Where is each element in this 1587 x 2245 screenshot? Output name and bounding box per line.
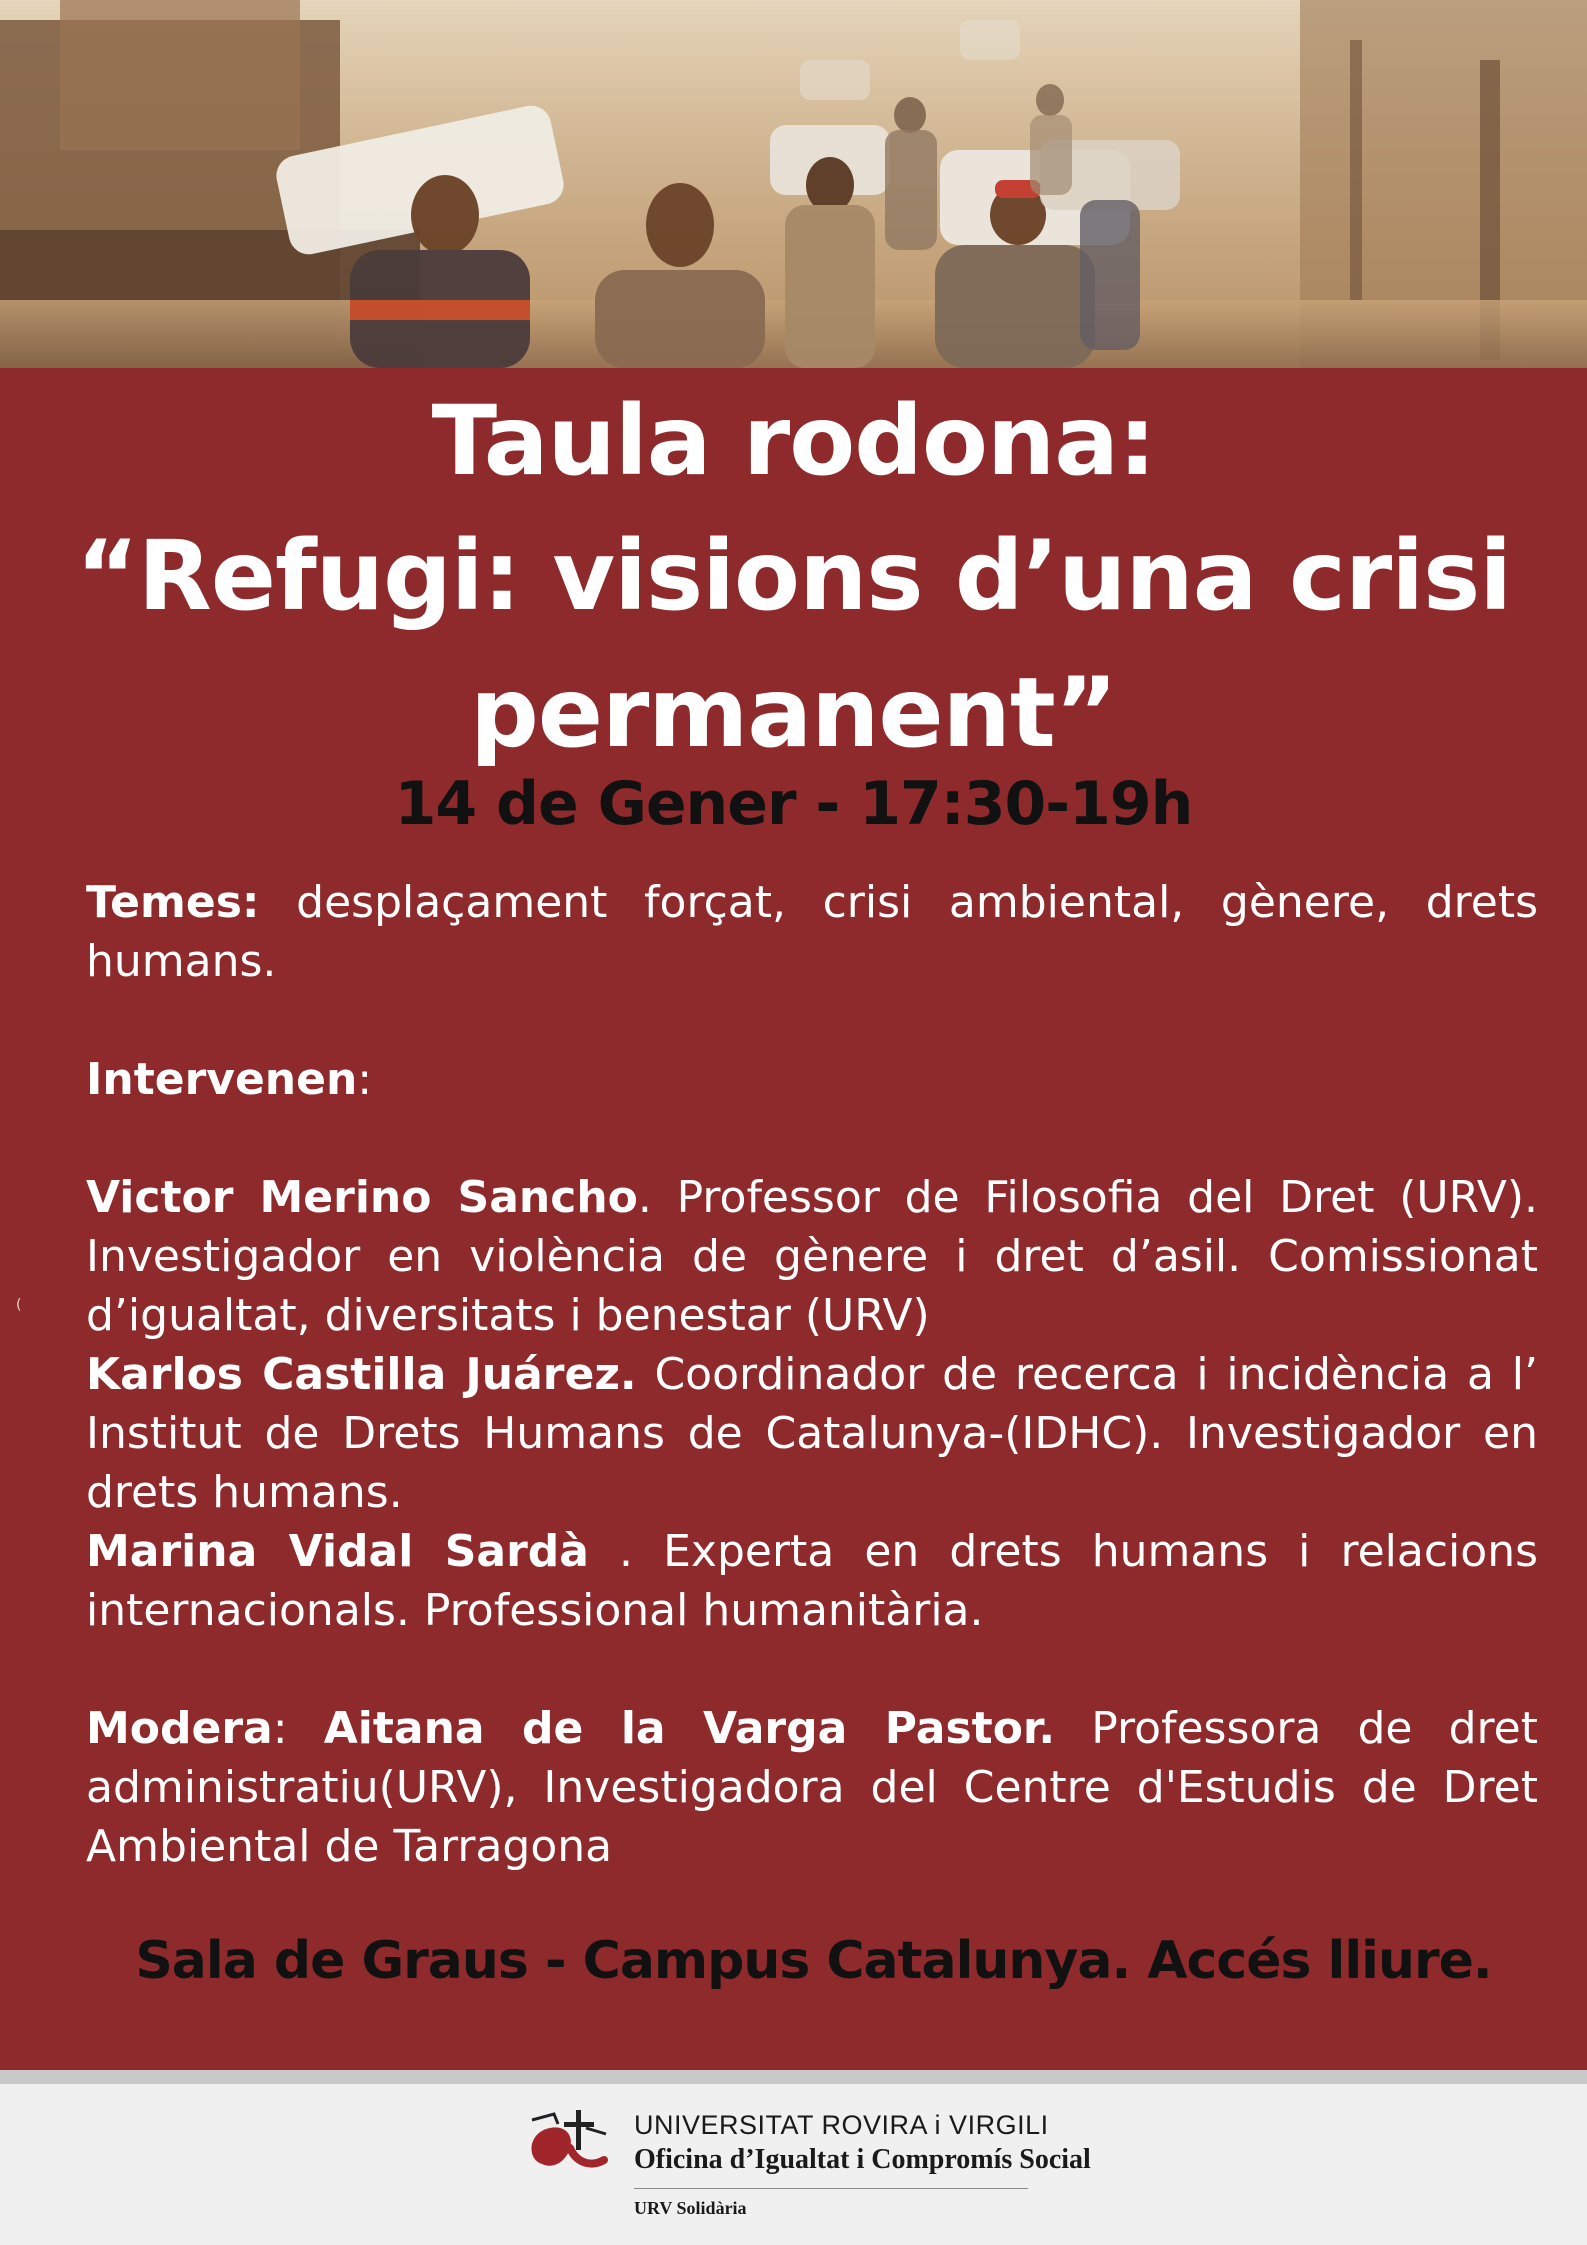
venue-info: Sala de Graus - Campus Catalunya. Accés lliure. <box>135 1931 1492 1991</box>
moderator-paragraph <box>86 1699 1538 1876</box>
office-name: Oficina d’Igualtat i Compromís Social <box>634 2144 1091 2175</box>
speaker-3-bio: . Experta en drets humans i relacions internacionals. Professional humanitària. <box>86 1526 1539 1636</box>
footer-divider <box>634 2188 1028 2189</box>
speaker-1-name: Victor Merino Sancho <box>86 1172 638 1223</box>
title-line-3: permanent” <box>470 657 1117 769</box>
university-name: UNIVERSITAT ROVIRA i VIRGILI <box>634 2110 1049 2140</box>
speakers-heading <box>86 1050 1538 1109</box>
speakers-colon: : <box>357 1054 373 1105</box>
urv-logo-icon <box>524 2104 624 2184</box>
speaker-3 <box>86 1522 1538 1640</box>
speaker-1-bio: . Professor de Filosofia del Dret (URV). Investigador en violència de gènere i dret d’asil. Comissionat d’igualtat, diversitats i benestar (URV) <box>86 1172 1538 1341</box>
speaker-1 <box>86 1168 1538 1345</box>
speaker-3-name: Marina Vidal Sardà <box>86 1526 589 1577</box>
title-line-2: “Refugi: visions d’una crisi <box>75 520 1512 632</box>
footer <box>0 2070 1587 2245</box>
refugees-photo-icon <box>0 0 1587 368</box>
moderator-name: Aitana de la Varga Pastor. <box>323 1703 1056 1754</box>
unit-name: URV Solidària <box>634 2198 747 2218</box>
themes-text: desplaçament forçat, crisi ambiental, gènere, drets humans. <box>86 877 1538 987</box>
speaker-2-name: Karlos Castilla Juárez. <box>86 1349 637 1400</box>
event-date: 14 de Gener - 17:30-19h <box>394 769 1193 839</box>
speaker-2 <box>86 1345 1538 1522</box>
hero-photo <box>0 0 1587 368</box>
moderator-bio: Professora de dret administratiu(URV), Investigadora del Centre d'Estudis de Dret Ambiental de Tarragona <box>86 1703 1538 1872</box>
moderator-label: Modera <box>86 1703 273 1754</box>
themes-label: Temes: <box>86 877 260 928</box>
speaker-2-bio: Coordinador de recerca i incidència a l’ Institut de Drets Humans de Catalunya-(IDHC). Investigador en drets humans. <box>86 1349 1538 1518</box>
themes-paragraph <box>86 873 1538 991</box>
moderator-colon: : <box>272 1703 324 1754</box>
title-line-1: Taula rodona: <box>431 385 1156 497</box>
stray-mark: ( <box>16 1297 22 1313</box>
speakers-label: Intervenen <box>86 1054 358 1105</box>
event-details <box>86 873 1538 1876</box>
